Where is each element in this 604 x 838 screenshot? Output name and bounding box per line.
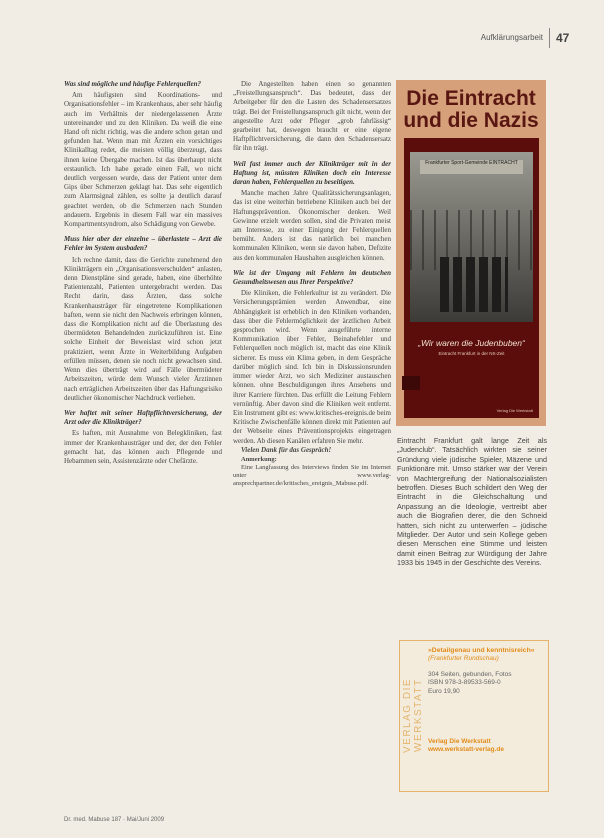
interview-question: Muss hier aber der einzelne – überlastete – Arzt die Fehler im System ausbaden? [64, 235, 222, 253]
header-divider [549, 28, 550, 48]
promo-column [397, 436, 547, 568]
interview-answer: Manche machen Jahre Qualitätssicherungsanlagen, das ist eine weiterhin betriebene Kliniken auch bei der Haftungsprävention. Ökonomischer denken. Weil Gewinne erzielt werden sollen, sind die Privaten meist am Interesse, zu einer Einigung der Fehlerquellen bemüht. Anders ist das natürlich bei manchen kommunalen Kliniken, wenn sie davon haben, Defizite aus den kommunalen Haushalten ausgleichen können. [233, 189, 391, 262]
closing-thanks: Vielen Dank für das Gespräch! [241, 445, 332, 454]
book-details: 304 Seiten, gebunden, Fotos [428, 670, 512, 678]
publisher-logo-icon [402, 376, 420, 390]
page-footer: Dr. med. Mabuse 187 · Mai/Juni 2009 [64, 817, 165, 823]
ad-headline-line2: und die Nazis [403, 109, 539, 132]
publisher-name: Verlag Die Werkstatt [428, 738, 491, 746]
promo-text: Eintracht Frankfurt galt lange Zeit als „Judenclub“. Tatsächlich wirkten sie seiner Gründung viele jüdische Spieler, Mäzene und Funktionäre mit. Umso stärker war der Verein von Machtergreifung der Nationalsozialisten betroffen. Dieses Buch schildert den Weg der Eintracht in die Gleichschaltung und Anpassung an die Ideologie, vertreibt aber auch die Biografien derer, die den Schneid hatten, sich nicht zu unterwerfen – jüdische Mitglieder. Der Autor und sein Kollege geben diesen Menschen eine Stimme und leisten damit einen Beitrag zur Würdigung der Jahre 1933 bis 1945 in der Geschichte des Vereins. [397, 436, 547, 568]
interview-answer: Ich rechne damit, dass die Gerichte zunehmend den Klinikträgern ein „Organisationsverschulden“ anlasten, denn Dienstpläne sind gerade, haben, eine überhöhte Patientenzahl, Patienten untergebracht werden. Das Recht darin, dass Ärzten, dass solche Krankenhausträger für eingetretene Komplikationen haften, wenn sie nicht den Nachweis erbringen können, dass die Komplikation nicht auf die Überlastung des übermüdeten Behandelnden zurückzuführen ist. Eine solche Einheit der Beweislast wird schon jetzt praktiziert, wenn Ärzte in Weiterbildung Aufgaben erfüllen müssen, denen sie noch nicht gewachsen sind. Wenn dies überträgt wird auf Fälle übermüdeter Arbeitszeiten, würde dem Wunsch vieler Ärztinnen nach erträglichen Arbeitszeiten über das Haftungsrisiko deutlicher ökonomischer Nachdruck verliehen. [64, 255, 222, 402]
book-cover-sign: Frankfurter Sport-Gemeinde EINTRACHT [420, 160, 523, 174]
interview-question: Weil fast immer auch der Klinikträger mit in der Haftung ist, müssten Kliniken doch ein Interesse daran haben, Fehlerquellen zu beseitigen. [233, 159, 391, 187]
interview-answer: Die Kliniken, die Fehlerkultur ist zu verändert. Die Versicherungsprämien werden Anwendbar, eine Abhängigkeit ist erheblich in den Kliniken vorhanden, dass über die Fehlermöglichkeit der ärztlichen Arbeit gesprochen wird. Wenn ausgeführte interne Kommunikation über Fehler, Beinahefehler und Fehlerquellen noch möglich ist, macht das eine Klinik sicherer. Es muss ein Klima geben, in dem Gespräche darüber möglich sind. Ich bin in Diskussionsrunden immer wieder Arzt, wo sich Mediziner austauschen können. ohne Beschuldigungen ihres Ansehens und ihrer Karriere fürchten. Das erfüllt die Leitung Fehlern vernünftig. Aber davon sind die Kliniken weit entfernt. Ein Instrument gibt es: www.kritisches-ereignis.de beim Kritische Zwischenfälle können direkt mit Patienten auf der Webseite eines Präventionsprojekts eingetragen werden. Ab diesen Kanälen erfahren Sie mehr. [233, 289, 391, 445]
interview-question: Was sind mögliche und häufige Fehlerquellen? [64, 80, 201, 88]
review-quote: »Detailgenau und kenntnisreich« [428, 647, 535, 654]
publisher-url: www.werkstatt-verlag.de [428, 746, 504, 754]
ad-headline-line1: Die Eintracht [406, 87, 536, 110]
book-cover-publisher: Verlag Die Werkstatt [496, 408, 533, 413]
note-title: Anmerkung: [241, 455, 277, 463]
book-info-body [428, 647, 546, 755]
column-middle [233, 80, 391, 810]
ad-headline [396, 88, 546, 132]
book-isbn: ISBN 978-3-89533-569-0 [428, 679, 501, 687]
interview-answer: Es haften, mit Ausnahme von Belegkliniken, fast immer der Krankenhausträger und der, der den Fehler gemacht hat, das können auch Pflegende und Hebammen sein, Assistenzärzte oder Chefärzte. [64, 429, 222, 465]
note-text: Eine Langfassung des Interviews finden Sie im Internet unter www.verlag-ansprechpartner.de/kritisches_ereignis_Mabuse.pdf. [233, 464, 391, 488]
interview-question: Wie ist der Umgang mit Fehlern im deutschen Gesundheitswesen aus Ihrer Perspektive? [233, 268, 391, 287]
interview-answer: Am häufigsten sind Koordinations- und Organisationsfehler – im Krankenhaus, aber sehr häufig auch im Verhältnis der niedergelassenen Ärzte untereinander und zu den Kliniken. Da weiß die eine Hand oft nicht richtig, was die andere schon getan und gefunden hat. Wenn man mit Ärzten ein vorsichtiges Klinikalltag redet, die meisten völlig überzeugt, dass ihnen keine Übergabe machen. Ist das überhaupt nicht erstaunlich. Ich habe gerade einen Fall, wo nicht deutlich vergessen wurde, dass der Patient unter dem Gips über Schmerzen geklagt hat. Das sehr eigentlich zum Alarmsignal zählen, es sollte ja deutlich darauf geachtet werden, ob die Schmerzen nach Stunden andauern. Ergebnis in diesem Fall war ein massives Kompartmentsyndrom, also Schädigung von Gewebe. [64, 91, 222, 229]
book-advertisement [396, 80, 546, 426]
book-price: Euro 19,90 [428, 687, 460, 695]
book-subtitle: „Wir waren die Judenbuben“ [418, 338, 525, 348]
review-source: (Frankfurter Rundschau) [428, 655, 499, 663]
book-subtitle-secondary: Eintracht Frankfurt in der NS-Zeit [438, 351, 505, 356]
book-cover [404, 138, 539, 418]
people-graphic [440, 257, 508, 312]
book-info-box [399, 640, 549, 792]
publisher-vertical-label: VERLAG DIE WERKSTATT [402, 677, 424, 753]
page-number: 47 [556, 31, 570, 45]
interview-question: Wer haftet mit seiner Haftpflichtversicherung, der Arzt oder die Klinikträger? [64, 408, 222, 427]
section-label: Aufklärungsarbeit [480, 33, 543, 42]
interview-answer: Die Angestellten haben einen so genannten „Freistellungsanspruch“. Das bedeutet, dass der Arbeitgeber für den die Lasten des Schadensersatzes trägt. Bei der Freistellungsanspruch gilt nicht, wenn der angestellte Arzt oder Pfleger „grob fahrlässig“ gearbeitet hat, deswegen braucht er eine eigene Haftpflichtversicherung, die dann den Schadensersatz für ihn trägt. [233, 80, 391, 153]
column-left [64, 80, 222, 810]
book-cover-photo [410, 152, 533, 322]
